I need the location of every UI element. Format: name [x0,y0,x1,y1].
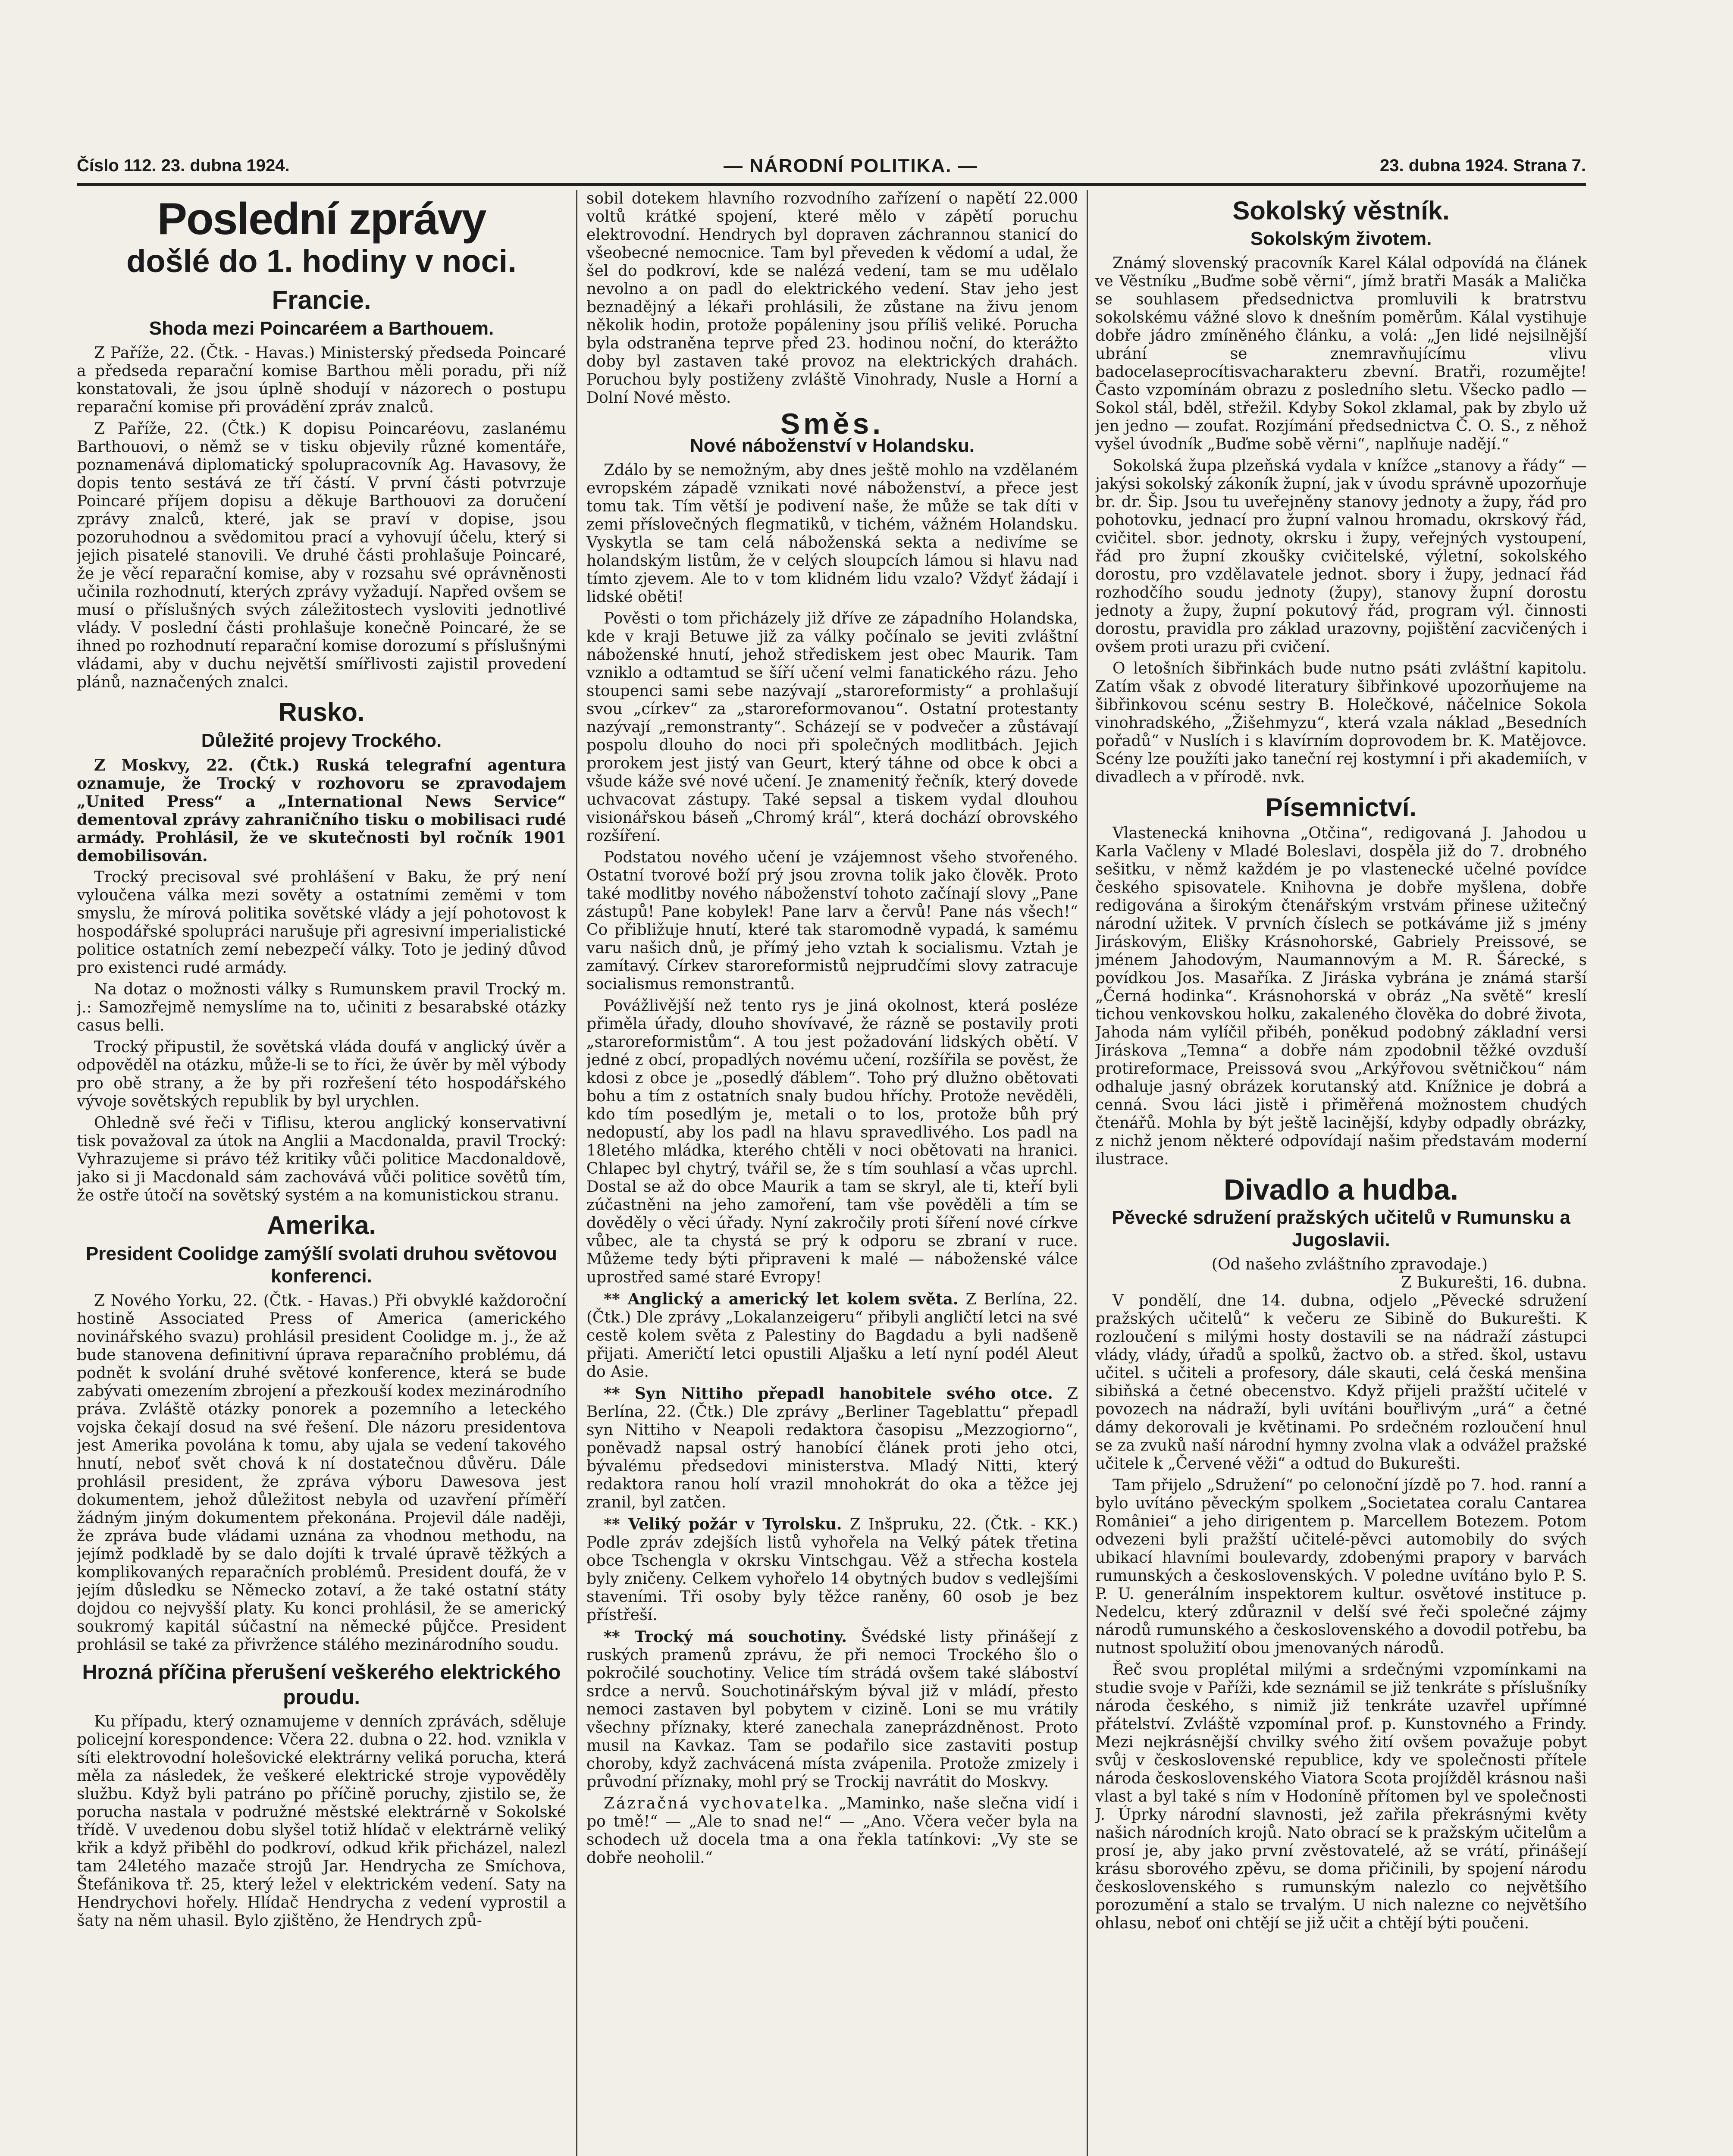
news-item [586,1628,1078,1791]
article-paragraph: Sokolská župa plzeňská vydala v knížce „stanovy a řády“ — jakýsi sokolský zákoník župní, jak v úvodu správně upozorňuje br. dr. Šip. Jsou tu uveřejněny stanovy jednoty a župy, řád pro pohotovku, jednací pro župní valnou hromadu, okrskový řád, cvičitel. sbor. jednoty, okrsku i župy, veřejných vystoupení, řád pro župní zkoušky cvičitelské, výletní, sokolského dorostu, pro vzdělavatele jednot. sbory i župy, jednací řád rozhodčího soudu jednoty (župy), stanovy župní dorostu jednoty a župy, župní pokutový řád, program výl. činnosti dorostu, pravidla pro základ urazovny, pojištění zacvičených i ovšem proti urazu při cvičení. [1095,457,1587,656]
francie-headline: Shoda mezi Poincaréem a Barthouem. [149,318,494,339]
article-paragraph: Z Moskvy, 22. (Čtk.) Ruská telegrafní agentura oznamuje, že Trocký v rozhovoru se zpravodajem „United Press“ a „International News Service“ dementoval zprávy zahraničního tisku o mobilisaci rudé armády. Prohlásil, že ve skutečnosti byl ročník 1901 demobilisován. [77,756,566,865]
smes-section-title: Směs. [780,407,884,440]
divadlo-headline: Pěvecké sdružení pražských učitelů v Rumunsku a Jugoslavii. [1112,1207,1570,1250]
article-paragraph: Povážlivější než tento rys je jiná okolnost, která posléze přiměla úřady, dlouho shovívavé, že rázně se postavily proti „staroreformistům“. A tou jest požadování lidských obětí. V jedné z obcí, propadlých novému učení, rozšířila se pověst, že kdosi z obce je „posedlý ďáblem“. Toho prý dlužno obětovati bohu a tím z ostatních snaly budou hříchy. Protože nevěděli, kdo tím posedlým je, metali o to los, protože bůh prý nedopustí, aby los padl na hlavu spravedlivého. Los padl na 18letého mládka, kterého chtěli v noci obětovati na hranici. Chlapec byl chytrý, tvářil se, že s tím souhlasí a včas uprchl. Dostal se až do obce Maurik a tam se skryl, ale ti, kteří byli zúčastněni na jeho zamoření, tam vše pověděli a tím se dověděly o věci úřady. Nyní zakročily proti šíření nové církve vůbec, ale ta chystá se prý k odporu se zbraní v ruce. Můžeme tedy býti připraveni k malé — náboženské válce uprostřed samé staré Evropy! [586,997,1078,1286]
article-paragraph: Trocký precisoval své prohlášení v Baku, že prý není vyloučena válka mezi sověty a ostatními zeměmi v tom smyslu, že mírová politika sovětské vlády a její pohotovost k hospodářské spolupráci narušuje při agresivní imperialistické politice ostatních zemí nebezpečí války. Toto je jediný důvod pro existenci rudé armády. [77,868,566,977]
banner-subtitle: došlé do 1. hodiny v noci. [126,243,517,279]
section-rusko-title: Rusko. [278,698,365,727]
news-item-title: ** Syn Nittiho přepadl hanobitele svého otce. [604,1385,1053,1403]
article-paragraph: Řeč svou proplétal milými a srdečnými vzpomínkami na studie svoje v Paříži, kde seznámil se již tenkráte s příslušníky národa českého, s nimiž již tenkráte uzavřel upřímné přátelství. Zvláště vzpomínal prof. p. Kunstovného a Frindy. Mezi nejkrásnější chvilky svého žití ovšem považuje pobyt svůj v československé republice, kdy ve společnosti přítele národa československého Viatora Scota projížděl krásnou naši vlast a byl také s ním v Hodoníně přítomen byl ve společnosti J. Úprky národní slavnosti, jež zařila překrásnými květy našich národních krojů. Nato obrací se k pražským učitelům a prosí je, aby jako první zvěstovatelé, až se vrátí, přinášejí krásu sborového zpěvu, se doma přičinili, by spojení národu československého s rumunským nalezlo co největšího porozumění a stalo se trvalým. U nich nalezne co největšího ohlasu, neboť oni chtějí se již učit a chtějí býti poučeni. [1095,1661,1587,1932]
article-paragraph: Trocký připustil, že sovětská vláda doufá v anglický úvěr a odpověděl na otázku, může-li se to říci, že úvěr by měl výbody pro obě strany, a že by při rozřešení této hospodářského vývoje sovětských republik by byl urychlen. [77,1038,566,1110]
article-paragraph: Zdálo by se nemožným, aby dnes ještě mohlo na vzdělaném evropském západě vznikati nové náboženství, a přece jest tomu tak. Tím větší je podivení naše, že může se tak díti v zemi příslovečných flegmatiků, v tichém, vážném Holandsku. Vyskytla se tam celá náboženská sekta a nedivíme se holandským listům, že v celých sloupcích lámou si hlavu nad tímto zjevem. Ale to v tom klidném lidu vzalo? Vždyť žádají i lidské oběti! [586,461,1078,606]
section-francie-title: Francie. [272,285,371,314]
page-number: 23. dubna 1924. Strana 7. [1380,156,1586,175]
issue-number: Číslo 112. 23. dubna 1924. [77,156,290,175]
news-item-text: „Maminko, naše slečna vidí i po tmě!“ — „Ale to snad ne!“ — „Ano. Včera večer byla na schodech už docela tma a ona řekla tatínkovi: „Vy ste se dobře neoholil.“ [586,1795,1078,1867]
news-item-title: ** Veliký požár v Tyrolsku. [604,1515,842,1533]
article-paragraph: Známý slovenský pracovník Karel Kálal odpovídá na článek ve Věstníku „Buďme sobě věrni“, jímž bratři Masák a Malička se souhlasem předsednictva promluvili k bratrstvu sokolskému vážné slovo k dnešním poměrům. Kálal vystihuje dobře jádro zmíněného článku, a volá: „Jen lidé nejsilnější ubrání se znemravňujícímu vlivu badocelaseprocítisvacharakteru zbevní. Bratři, rozumějte! Často vzpomínám obrazu z posledního sletu. Všecko padlo — Sokol stál, bděl, střežil. Kdyby Sokol zklamal, pak by zbylo už jen jedno — zoufat. Rozjímání předsednictva Č. O. S., z něhož vyšel úvodník „Buďme sobě věrni“, naplňuje nadějí.“ [1095,254,1587,453]
news-item-text: Z Inšpruku, 22. (Čtk. - KK.) Podle zpráv zdejších listů vyhořela na Velký pátek třetina obce Tschengla v okrsku Vintschgau. Věž a střecha kostela byly zničeny. Celkem vyhořelo 14 obytných budov s vedlejšími staveními. Tři osoby byly těžce raněny, 60 osob je bez přístřeší. [586,1516,1078,1624]
page-header [77,156,1586,182]
newspaper-title: — NÁRODNÍ POLITIKA. — [724,155,978,176]
correspondent-note: (Od našeho zvláštního zpravodaje.) [1211,1256,1488,1273]
news-item-text: Z Berlína, 22. (Čtk.) Dle zprávy „Lokalanzeigeru“ přibyli angličtí letci na své cestě kolem světa z Palestiny do Bagdadu a byli nadšeně přijati. Američtí letci opustili Aljašku a letí nyní podél Aleut do Asie. [586,1291,1078,1381]
column-1 [77,190,566,2156]
article-paragraph: O letošních šibřinkách bude nutno psáti zvláštní kapitolu. Zatím však z obvodé literatury šibřinkové upozorňujeme na šibřinkovou scénu sestry B. Holečkové, náčelnice Sokola vinohradského, „Žišehmyzu“, která vzala náklad „Besedních pořadů“ v Nuslích i s klavírním doprovodem br. K. Matějovce. Scény lze použíti jako taneční rej kostymní i při akademiích, v divadlech a v přírodě. nvk. [1095,660,1587,786]
news-item-text: Z Berlína, 22. (Čtk.) Dle zprávy „Berliner Tageblattu“ přepadl syn Nittiho v Neapoli redaktora časopisu „Mezzogiorno“, poněvadž napsal ostrý hanobící článek proti jeho otci, bývalému předsedovi ministerstva. Mladý Nitti, který redaktora ranou holí vrazil mnohokrát do oka a těžce jej zranil, byl zatčen. [586,1385,1078,1511]
divadlo-section-title: Divadlo a hudba. [1223,1173,1459,1206]
column-2 [586,190,1078,2156]
article-paragraph: V pondělí, dne 14. dubna, odjelo „Pěvecké sdružení pražských učitelů“ k večeru ze Sibině do Bukurešti. K rozloučení s milými hosty dostavili se na nádraží zástupci vlády, vlády, úřadů a spolků, žactvo ob. a střed. škol, ustavu učitel. s učiteli a profesory, dále skauti, celá česká menšina sibiňská a četné obecenstvo. Když přijeli pražští učitelé v povozech na nádraží, byli uvítáni bouřlivým „urá“ a četné dámy dekorovali je květinami. Po srdečném rozloučení hnul se za zvuků naší národní hymny zvolna vlak a odvážel pražské učitele k „Červené věži“ a odtud do Bukurešti. [1095,1292,1587,1473]
sokol-headline: Sokolským životem. [1250,228,1432,249]
column-divider [1087,190,1088,2156]
banner-title: Poslední zprávy [157,194,486,244]
news-item-title: Zázračná vychovatelka. [604,1795,830,1812]
article-paragraph: Pověsti o tom přicházely již dříve ze západního Holandska, kde v kraji Betuwe již za války počínalo se jeviti zvláštní náboženské hnutí, jehož střediskem jest obec Maurik. Tam vzniklo a odtamtud se šíří učení velmi fanatického rázu. Jeho stoupenci sami sebe nazývají „staroreformisty“ a prohlašují svou „církev“ za „staroreformovanou“. Ostatní protestanty nazývají „remonstranty“. Scházejí se v podvečer a zůstávají pospolu dlouho do noci při společných modlitbách. Jejich prorokem jest jistý van Geurt, který táhne od obce k obci a všude káže své nové učení. Je znamenitý řečník, který dovede uchvacovat zástupy. Také sepsal a tiskem vydal dlouhou visionářskou báseň „Chromý král“, která dochází obrovského rozšíření. [586,610,1078,845]
news-item [586,1290,1078,1381]
news-item-title: ** Anglický a americký let kolem světa. [604,1290,959,1308]
sokol-section-title: Sokolský věstník. [1232,196,1450,225]
article-paragraph: Podstatou nového učení je vzájemnost všeho stvořeného. Ostatní tvorové boží prý jsou zrovna tolik jako člověk. Proto také modlitby nového náboženství tohoto začínají slovy „Pane zástupů! Pane kobylek! Pane larv a červů! Pane nás všech!“ Co přibližuje hnutí, které tak staromodně vypadá, k samému varu našich dnů, je přímý jeho vztah k socialismu. Vztah je zamítavý. Církev staroreformistů nejprudčími slovy zatracuje socialismus remonstrantů. [586,849,1078,993]
news-item-text: Švédské listy přinášejí z ruských pramenů zprávu, že při nemoci Trockého šlo o pokročilé souchotiny. Velice tím strádá ovšem také sláboství srdce a nervů. Souchotinářským býval již v mládí, přesto nemoci zastaven byl pobytem v cizině. Loni se mu vrátily všechny příznaky, které zanechala zaneprázdněnost. Proto musil na Kavkaz. Tam se podařilo sice zastaviti postup choroby, když zachvácená místa zvápenila. Protože zmizely i průvodní příznaky, mohl prý se Trockij navrátit do Moskvy. [586,1628,1078,1791]
news-item [586,1515,1078,1624]
rusko-headline: Důležité projevy Trockého. [201,730,442,751]
column-divider [576,190,577,2156]
article-paragraph: sobil dotekem hlavního rozvodního zařízení o napětí 22.000 voltů krátké spojení, které mělo v zápětí poruchu elektrovodní. Hendrych byl dopraven záchrannou stanicí do všeobecné nemocnice. Tam byl převeden k vědomí a udal, že šel do podkroví, kde se nalézá vedení, tam se mu udělalo nevolno a on padl do elektrického vedení. Stav jeho jest beznadějný a lékaři prohlásili, že zůstane na živu jenom několik hodin, protože popáleniny jsou příliš veliké. Porucha byla odstraněna teprve před 23. hodinou noční, do kterážto doby byl zastaven také provoz na elektrických drahách. Poruchou byly postiženy zvláště Vinohrady, Nusle a Horní a Dolní Nové město. [586,190,1078,407]
article-paragraph: Ku případu, který oznamujeme v denních zprávách, sděluje policejní korespondence: Včera 22. dubna o 22. hod. vznikla v síti elektrovodní holešovické elektrárny veliká porucha, která měla za následek, že veškeré elektrické stroje vypověděly službu. Když byli patráno po příčině poruchy, zjistilo se, že porucha nastala v podružné městské elektrárně v Sokolské třídě. V uvedenou dobu slyšel totiž hlídač v elektrárně veliký křik a když přiběhl do podkroví, odkud křik přicházel, nalezl tam 24letého mazače strojů Jar. Hendrycha ze Smíchova, Štefánikova tř. 25, který ležel v elektrickém vedení. Saty na Hendrychovi hořely. Hlídač Hendrycha z vedení vyprostil a šaty na něm uhasil. Bylo zjištěno, že Hendrych způ- [77,1713,566,1930]
article-paragraph: Z Paříže, 22. (Čtk. - Havas.) Ministerský předseda Poincaré a předseda reparační komise Barthou měli poradu, při níž konstatovali, že jsou úplně shodují v názorech o postupu reparační komise při provádění zpráv znalců. [77,344,566,416]
article-paragraph: Z Nového Yorku, 22. (Čtk. - Havas.) Při obvyklé každoroční hostině Associated Press of America (amerického novinářského svazu) prohlásil president Coolidge m. j., že až bude stanovena definitivní úprava reparačního problému, dá podnět k svolání druhé světové konference, která se bude zabývati omezením zbrojení a přezkouší kodex mezinárodního práva. Zvláště otázky ponorek a pozemního a leteckého vojska čekají dosud na své řešení. Dle názoru presidentova jest Amerika povolána k tomu, aby ujala se vedení takového hnutí, neboť svět chová k ní dostatečnou důvěru. Dále prohlásil president, že zpráva výboru Dawesova jest dokumentem, jehož důležitost nebyla od uzavření příměří žádným jiným dokumentem překonána. Projevil dále naději, že zpráva bude vládami uznána za vhodnou methodu, na jejímž podkladě by se dalo dojíti k trvalé úpravě těžkých a komplikovaných reparačních problémů. President doufá, že v jejím důsledku se Německo zotaví, a že také ostatní státy dojdou co nejvyšší platy. Ku konci prohlásil, že se americký soukromý kapitál súčastní na německé půjčce. President prohlásil se také za přivržence stálého mezinárodního soudu. [77,1292,566,1654]
amerika-headline: President Coolidge zamýšlí svolati druhou světovou konferenci. [86,1243,557,1287]
column-3 [1095,190,1587,2156]
article-paragraph: Vlastenecká knihovna „Otčina“, redigovaná J. Jahodou u Karla Vačleny v Mladé Boleslavi, dospěla již do 7. drobného sešitku, v němž každém je po vlastenecké učelné povídce českého spisovatele. Knihovna je dobře myšlena, dobře redigována a širokým čtenářským vrstvám přinese užitečný národní užitek. V prvních číslech se potkáváme již s jmény Jiráskovým, Elišky Krásnohorské, Gabriely Preissové, se jménem Jahodovým, Naumannovým a M. R. Šárecké, s povídkou Jos. Masaříka. Z Jiráska vybrána je známá starší „Černá hodinka“. Krásnohorská v obráz „Na světě“ kreslí tichou venkovskou holku, zakaleného člověka do dobré života, Jahoda nám vylíčil přibéh, poněkud podobný základní versi Jiráskova „Temna“ a dobře nám zpodobnil těžké ovzduší protireformace, Preissová svou „Arkýřovou světničkou“ nám odhaluje jasný obrázek korutanský atd. Knížnice je dobrá a cenná. Svou láci jistě i přiměřená možnostem chudých čtenářů. Mohla by být ještě lacinější, kdyby odpadly obrázky, z nichž jenom některé odpovídají našim představám moderní ilustrace. [1095,824,1587,1168]
news-item [586,1385,1078,1512]
pisemnictvi-section-title: Písemnictví. [1265,793,1417,822]
dateline: Z Bukurešti, 16. dubna. [1401,1274,1587,1291]
article-paragraph: Na dotaz o možnosti války s Rumunskem pravil Trocký m. j.: Samozřejmě nemyslíme na to, učiniti z besarabské otázky casus belli. [77,981,566,1034]
article-paragraph: Ohledně své řeči v Tiflisu, kterou anglický konservativní tisk považoval za útok na Anglii a Macdonalda, pravil Trocký: Vyhrazujeme si právo též kritiky vůči politice Macdonaldově, jako si ji Macdonald sám zachovává vůči politice sovětů tím, že ostře útočí na sovětský systém a na komunistickou stranu. [77,1114,566,1204]
news-item-title: ** Trocký má souchotiny. [604,1628,847,1646]
news-item [586,1795,1078,1867]
article-paragraph: Z Paříže, 22. (Čtk.) K dopisu Poincaréovu, zaslanému Barthouovi, o němž se v tisku objevily různé komentáře, poznamenává diplomatický spolupracovník Ag. Havasovy, že dopis tento sestává ze tří částí. V první části potvrzuje Poincaré příjem dopisu a děkuje Barthouovi za doručení zprávy znalců, které, jak se praví v dopise, jsou pozoruhodnou a svědomitou prací a vyhovují účelu, který si jejich pisatelé stanovili. Ve druhé části prohlašuje Poincaré, že je věcí reparační komise, aby v rozsahu své oprávněnosti učinila rozhodnutí, kterých zprávy vyžadují. Napřed ovšem se musí o příslušných svých záležitostech vysloviti jednotlivé vlády. V poslední části prohlašuje konečně Poincaré, že se ihned po rozhodnutí reparační komise dorozumí s příslušnými vládami, aby v duchu největší smířlivosti zajistil provedení plánů, naznačených znalci. [77,420,566,691]
article-paragraph: Tam přijelo „Sdružení“ po celonoční jízdě po 7. hod. ranní a bylo uvítáno pěveckým spolkem „Societatea coralu Cantarea României“ a jeho dirigentem p. Marcellem Botezem. Potom odvezeni byli pražští učitelé-pěvci automobily do svých ubikací hlavními boulevardy, zdobenými prapory v barvách rumunských a československých. V poledne uvítáno bylo P. S. P. U. generálním inspektorem kultur. osvětové instituce p. Nedelcu, který zdůraznil v delší své řeči společné zájmy národů rumunského a československého a dovodil potřebu, ba nutnost spolužití obou jmenovaných národů. [1095,1476,1587,1657]
header-rule [77,183,1586,186]
proud-headline: Hrozná příčina přerušení veškerého elektrického proudu. [82,1661,561,1709]
section-amerika-title: Amerika. [266,1211,376,1240]
nabozenstvi-headline: Nové náboženství v Holandsku. [689,435,975,456]
